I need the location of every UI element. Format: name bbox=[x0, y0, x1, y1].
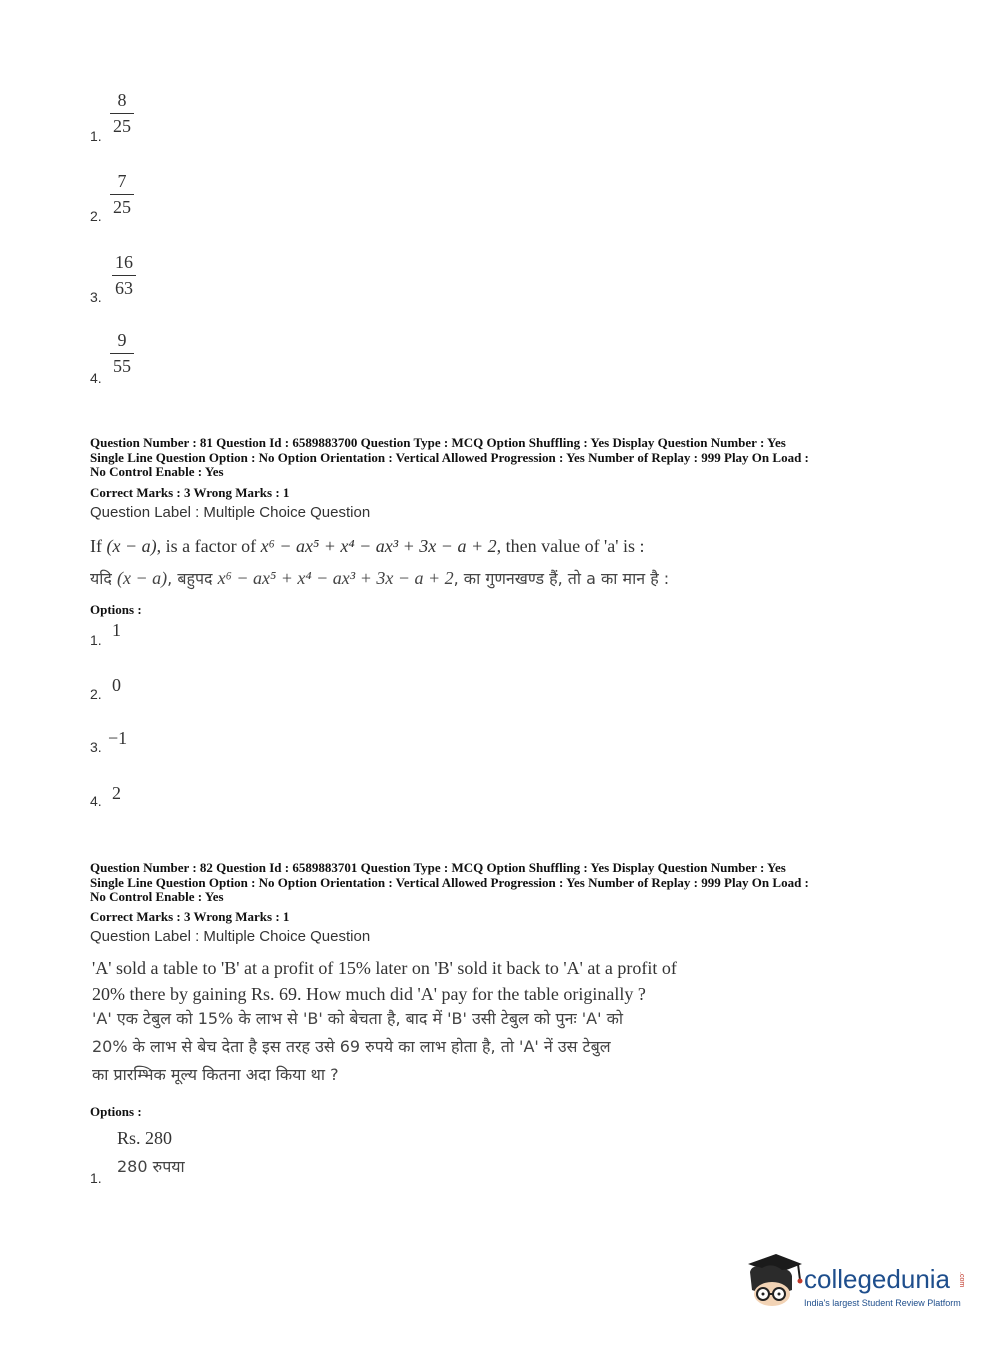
option-value: −1 bbox=[108, 728, 128, 748]
fraction-bar bbox=[112, 275, 136, 276]
question-text-hi bbox=[92, 1005, 623, 1089]
meta-line-3: No Control Enable : Yes bbox=[90, 889, 224, 904]
text-line: 20% there by gaining Rs. 69. How much did 'A' pay for the table originally ? bbox=[92, 984, 646, 1004]
question-text-hi bbox=[90, 564, 669, 593]
question-label: Question Label : Multiple Choice Question bbox=[90, 504, 371, 521]
question-text-en bbox=[92, 955, 677, 1007]
fraction-bar bbox=[110, 194, 134, 195]
marks: Correct Marks : 3 Wrong Marks : 1 bbox=[90, 485, 290, 500]
option-value-en: Rs. 280 bbox=[117, 1128, 173, 1148]
option-number: 3. bbox=[90, 739, 102, 755]
option-number: 4. bbox=[90, 370, 102, 386]
option-value: 1 bbox=[112, 620, 121, 640]
option-number: 1. bbox=[90, 632, 102, 648]
logo-name: collegedunia bbox=[804, 1264, 951, 1294]
question-meta bbox=[90, 861, 920, 905]
meta-line-3: No Control Enable : Yes bbox=[90, 464, 224, 479]
options-label: Options : bbox=[90, 1104, 142, 1119]
factor-expr: (x − a) bbox=[117, 568, 168, 588]
meta-line-1: Question Number : 81 Question Id : 6589883700 Question Type : MCQ Option Shuffling : Yes Display Question Number : Yes bbox=[90, 435, 786, 450]
fraction bbox=[110, 171, 134, 218]
text-part: , then value of 'a' is : bbox=[496, 536, 645, 556]
polynomial-expr: x⁶ − ax⁵ + x⁴ − ax³ + 3x − a + 2 bbox=[260, 536, 497, 556]
fraction bbox=[110, 330, 134, 377]
meta-line-1: Question Number : 82 Question Id : 6589883701 Question Type : MCQ Option Shuffling : Yes Display Question Number : Yes bbox=[90, 860, 786, 875]
text-part: , is a factor of bbox=[156, 536, 261, 556]
meta-line-2: Single Line Question Option : No Option Orientation : Vertical Allowed Progression : Yes Number of Replay : 999 Play On Load : bbox=[90, 874, 809, 890]
option-value: 0 bbox=[112, 675, 121, 695]
text-line: 'A' sold a table to 'B' at a profit of 15% later on 'B' sold it back to 'A' at a profit of bbox=[92, 958, 677, 978]
text-line: 20% के लाभ से बेच देता है इस तरह उसे 69 रुपये का लाभ होता है, तो 'A' नें उस टेबुल bbox=[92, 1037, 611, 1056]
numerator: 9 bbox=[117, 330, 127, 350]
text-part: If bbox=[90, 536, 107, 556]
denominator: 25 bbox=[113, 197, 131, 217]
question-label: Question Label : Multiple Choice Question bbox=[90, 928, 371, 945]
option-value: 2 bbox=[112, 783, 121, 803]
fraction bbox=[112, 252, 136, 299]
fraction-bar bbox=[110, 353, 134, 354]
option-number: 3. bbox=[90, 289, 102, 305]
mascot-icon bbox=[742, 1250, 804, 1310]
fraction bbox=[110, 90, 134, 137]
factor-expr: (x − a) bbox=[106, 536, 157, 556]
numerator: 16 bbox=[115, 252, 133, 272]
option-number: 2. bbox=[90, 686, 102, 702]
numerator: 8 bbox=[117, 90, 127, 110]
option-number: 1. bbox=[90, 1170, 102, 1186]
denominator: 25 bbox=[113, 116, 131, 136]
option-value-hi: 280 रुपया bbox=[117, 1157, 185, 1176]
denominator: 63 bbox=[115, 278, 133, 298]
option-number: 1. bbox=[90, 128, 102, 144]
marks: Correct Marks : 3 Wrong Marks : 1 bbox=[90, 909, 290, 924]
option-number: 4. bbox=[90, 793, 102, 809]
logo-suffix: .com bbox=[958, 1272, 965, 1288]
polynomial-expr: x⁶ − ax⁵ + x⁴ − ax³ + 3x − a + 2 bbox=[217, 568, 454, 588]
logo-tagline: India's largest Student Review Platform bbox=[804, 1298, 961, 1308]
question-text-en bbox=[90, 533, 645, 559]
text-line: 'A' एक टेबुल को 15% के लाभ से 'B' को बेचता है, बाद में 'B' उसी टेबुल को पुनः 'A' को bbox=[92, 1009, 624, 1028]
numerator: 7 bbox=[117, 171, 127, 191]
text-line: का प्रारम्भिक मूल्य कितना अदा किया था ? bbox=[92, 1065, 339, 1084]
text-part: यदि bbox=[90, 569, 118, 588]
text-part: , का गुणनखण्ड हैं, तो a का मान है : bbox=[453, 569, 670, 588]
options-label: Options : bbox=[90, 602, 142, 617]
denominator: 55 bbox=[113, 356, 131, 376]
fraction-bar bbox=[110, 113, 134, 114]
question-meta bbox=[90, 436, 920, 480]
meta-line-2: Single Line Question Option : No Option Orientation : Vertical Allowed Progression : Yes Number of Replay : 999 Play On Load : bbox=[90, 449, 809, 465]
text-part: , बहुपद bbox=[167, 569, 218, 588]
option-number: 2. bbox=[90, 208, 102, 224]
collegedunia-logo[interactable] bbox=[742, 1250, 972, 1320]
